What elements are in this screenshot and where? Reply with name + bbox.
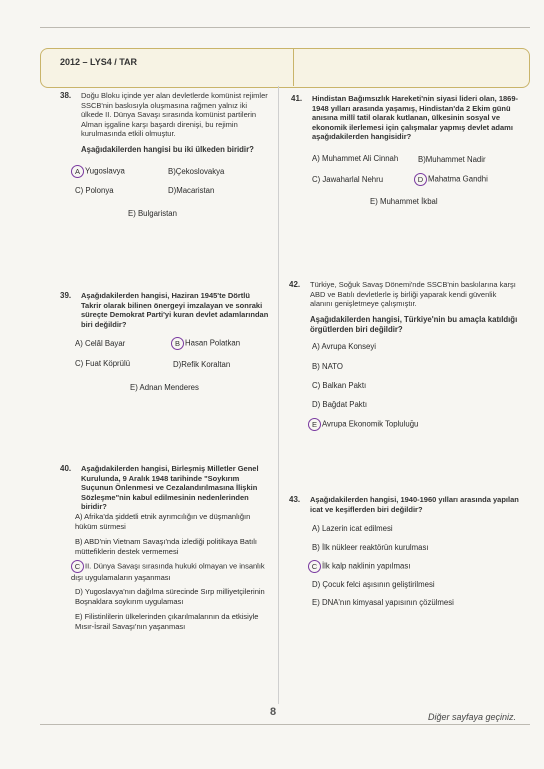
- column-divider: [278, 86, 279, 704]
- question-stem: Doğu Bloku içinde yer alan devletlerde komünist rejimler SSCB'nin baskısıyla oluşmasına rağmen yalnız iki ülkede II. Dünya Savaşı sırasında komünist partilerin Alman işgaline karşı başardı direnişi, bu rejimin kurulmasında etkili olmuştur.: [81, 91, 268, 138]
- option-d[interactable]: D) Yugoslavya'nın dağılma sürecinde Sırp milliyetçilerinin Boşnaklara soykırım uygulaması: [75, 587, 265, 606]
- question-ask: Aşağıdakilerden hangisi, Türkiye'nin bu amaçla katıldığı örgütlerden biri değildir?: [310, 314, 518, 334]
- option-b[interactable]: B) İlk nükleer reaktörün kurulması: [312, 543, 429, 552]
- page-number: 8: [270, 706, 277, 718]
- question-number: 39.: [60, 291, 72, 300]
- option-e[interactable]: E) DNA'nın kimyasal yapısının çözülmesi: [312, 598, 454, 607]
- question-stem: Hindistan Bağımsızlık Hareketi'nin siyasi lideri olan, 1869-1948 yılları arasında yaşamış, Hindistan'da 2 Ekim günü anısına millî tatil olarak kutlanan, ülkesinin sosyal ve ekonomik ilerlemesi için çalışmalar yapmış devlet adamı aşağıdakilerden hangisidir?: [312, 94, 519, 141]
- option-a[interactable]: A) Muhammet Ali Cinnah: [312, 154, 399, 163]
- option-b[interactable]: B Hasan Polatkan: [171, 337, 240, 350]
- option-b[interactable]: B)Muhammet Nadir: [418, 155, 486, 164]
- question-42: [289, 280, 518, 335]
- option-c[interactable]: C) Polonya: [75, 186, 114, 195]
- option-d[interactable]: D) Bağdat Paktı: [312, 400, 368, 409]
- question-41: [291, 94, 520, 142]
- option-a[interactable]: A) Afrika'da şiddetli etnik ayrımcılığın ve düşmanlığın hüküm sürmesi: [75, 512, 251, 531]
- option-b[interactable]: B) ABD'nin Vietnam Savaşı'nda izlediği politikaya Batılı müttefiklerin destek vermemesi: [75, 537, 257, 556]
- option-c[interactable]: C) Jawaharlal Nehru: [312, 175, 384, 184]
- question-43: [289, 495, 520, 514]
- question-stem: Aşağıdakilerden hangisi, Birleşmiş Milletler Genel Kurulunda, 9 Aralık 1948 tarihinde "Soykırım Suçunun Önlenmesi ve Cezalandırılmasına İlişkin Sözleşme"nin kabul edilmesinin nedenlerinden biridir?: [81, 464, 259, 511]
- question-ask: Aşağıdakilerden hangisi bu iki ülkeden biridir?: [81, 144, 254, 154]
- option-e[interactable]: E) Adnan Menderes: [130, 383, 199, 392]
- question-number: 42.: [289, 280, 301, 289]
- bottom-rule: [40, 724, 530, 725]
- question-number: 43.: [289, 495, 301, 504]
- question-38: [60, 91, 269, 155]
- answer-circle: C: [71, 560, 84, 573]
- option-c[interactable]: C İlk kalp naklinin yapılması: [308, 560, 410, 573]
- exam-title: 2012 – LYS4 / TAR: [60, 57, 138, 67]
- question-number: 38.: [60, 91, 72, 100]
- answer-circle: C: [308, 560, 321, 573]
- option-a[interactable]: A Yugoslavya: [71, 165, 125, 178]
- question-stem: Aşağıdakilerden hangisi, Haziran 1945'te Dörtlü Takrir olarak bilinen önergeyi imzalayan ve sonraki süreçte Demokrat Parti'yi kuran devlet adamlarından biri değildir?: [81, 291, 269, 329]
- question-stem: Türkiye, Soğuk Savaş Dönemi'nde SSCB'nin baskılarına karşı ABD ve Batılı devletlerle iş birliği yaparak kendi güvenlik alanını genişletmeye çalışmıştır.: [310, 280, 516, 308]
- option-b[interactable]: B)Çekoslovakya: [168, 167, 225, 176]
- top-rule: [40, 27, 530, 28]
- option-d[interactable]: D)Macaristan: [168, 186, 215, 195]
- next-page-note: Diğer sayfaya geçiniz.: [428, 712, 517, 722]
- header-box: [40, 48, 530, 88]
- option-e[interactable]: E) Bulgaristan: [128, 209, 177, 218]
- answer-circle: B: [171, 337, 184, 350]
- question-40: [60, 464, 267, 512]
- option-e[interactable]: E) Muhammet İkbal: [370, 197, 438, 206]
- option-e[interactable]: E) Filistinlilerin ülkelerinden çıkarılmalarının da etkisiyle Mısır-İsrail Savaşı'nın yaşanması: [75, 612, 259, 631]
- option-c[interactable]: C) Balkan Paktı: [312, 381, 367, 390]
- question-stem: Aşağıdakilerden hangisi, 1940-1960 yılları arasında yapılan icat ve keşiflerden biri değildir?: [310, 495, 519, 514]
- option-a[interactable]: A) Avrupa Konseyi: [312, 342, 377, 351]
- question-number: 41.: [291, 94, 303, 103]
- option-c[interactable]: C II. Dünya Savaşı sırasında hukuki olmayan ve insanlık dışı uygulamaların yaşanması: [71, 561, 265, 582]
- question-39: [60, 291, 269, 329]
- option-b[interactable]: B) NATO: [312, 362, 343, 371]
- option-d[interactable]: D) Çocuk felci aşısının geliştirilmesi: [312, 580, 435, 589]
- answer-circle: D: [414, 173, 427, 186]
- question-number: 40.: [60, 464, 72, 473]
- option-c[interactable]: C) Fuat Köprülü: [75, 359, 131, 368]
- option-e[interactable]: E Avrupa Ekonomik Topluluğu: [308, 418, 418, 431]
- answer-circle: E: [308, 418, 321, 431]
- option-a[interactable]: A) Lazerin icat edilmesi: [312, 524, 393, 533]
- header-divider: [293, 48, 294, 86]
- option-a[interactable]: A) Celâl Bayar: [75, 339, 126, 348]
- option-d[interactable]: D Mahatma Gandhi: [414, 173, 488, 186]
- option-d[interactable]: D)Refik Koraltan: [173, 360, 231, 369]
- answer-circle: A: [71, 165, 84, 178]
